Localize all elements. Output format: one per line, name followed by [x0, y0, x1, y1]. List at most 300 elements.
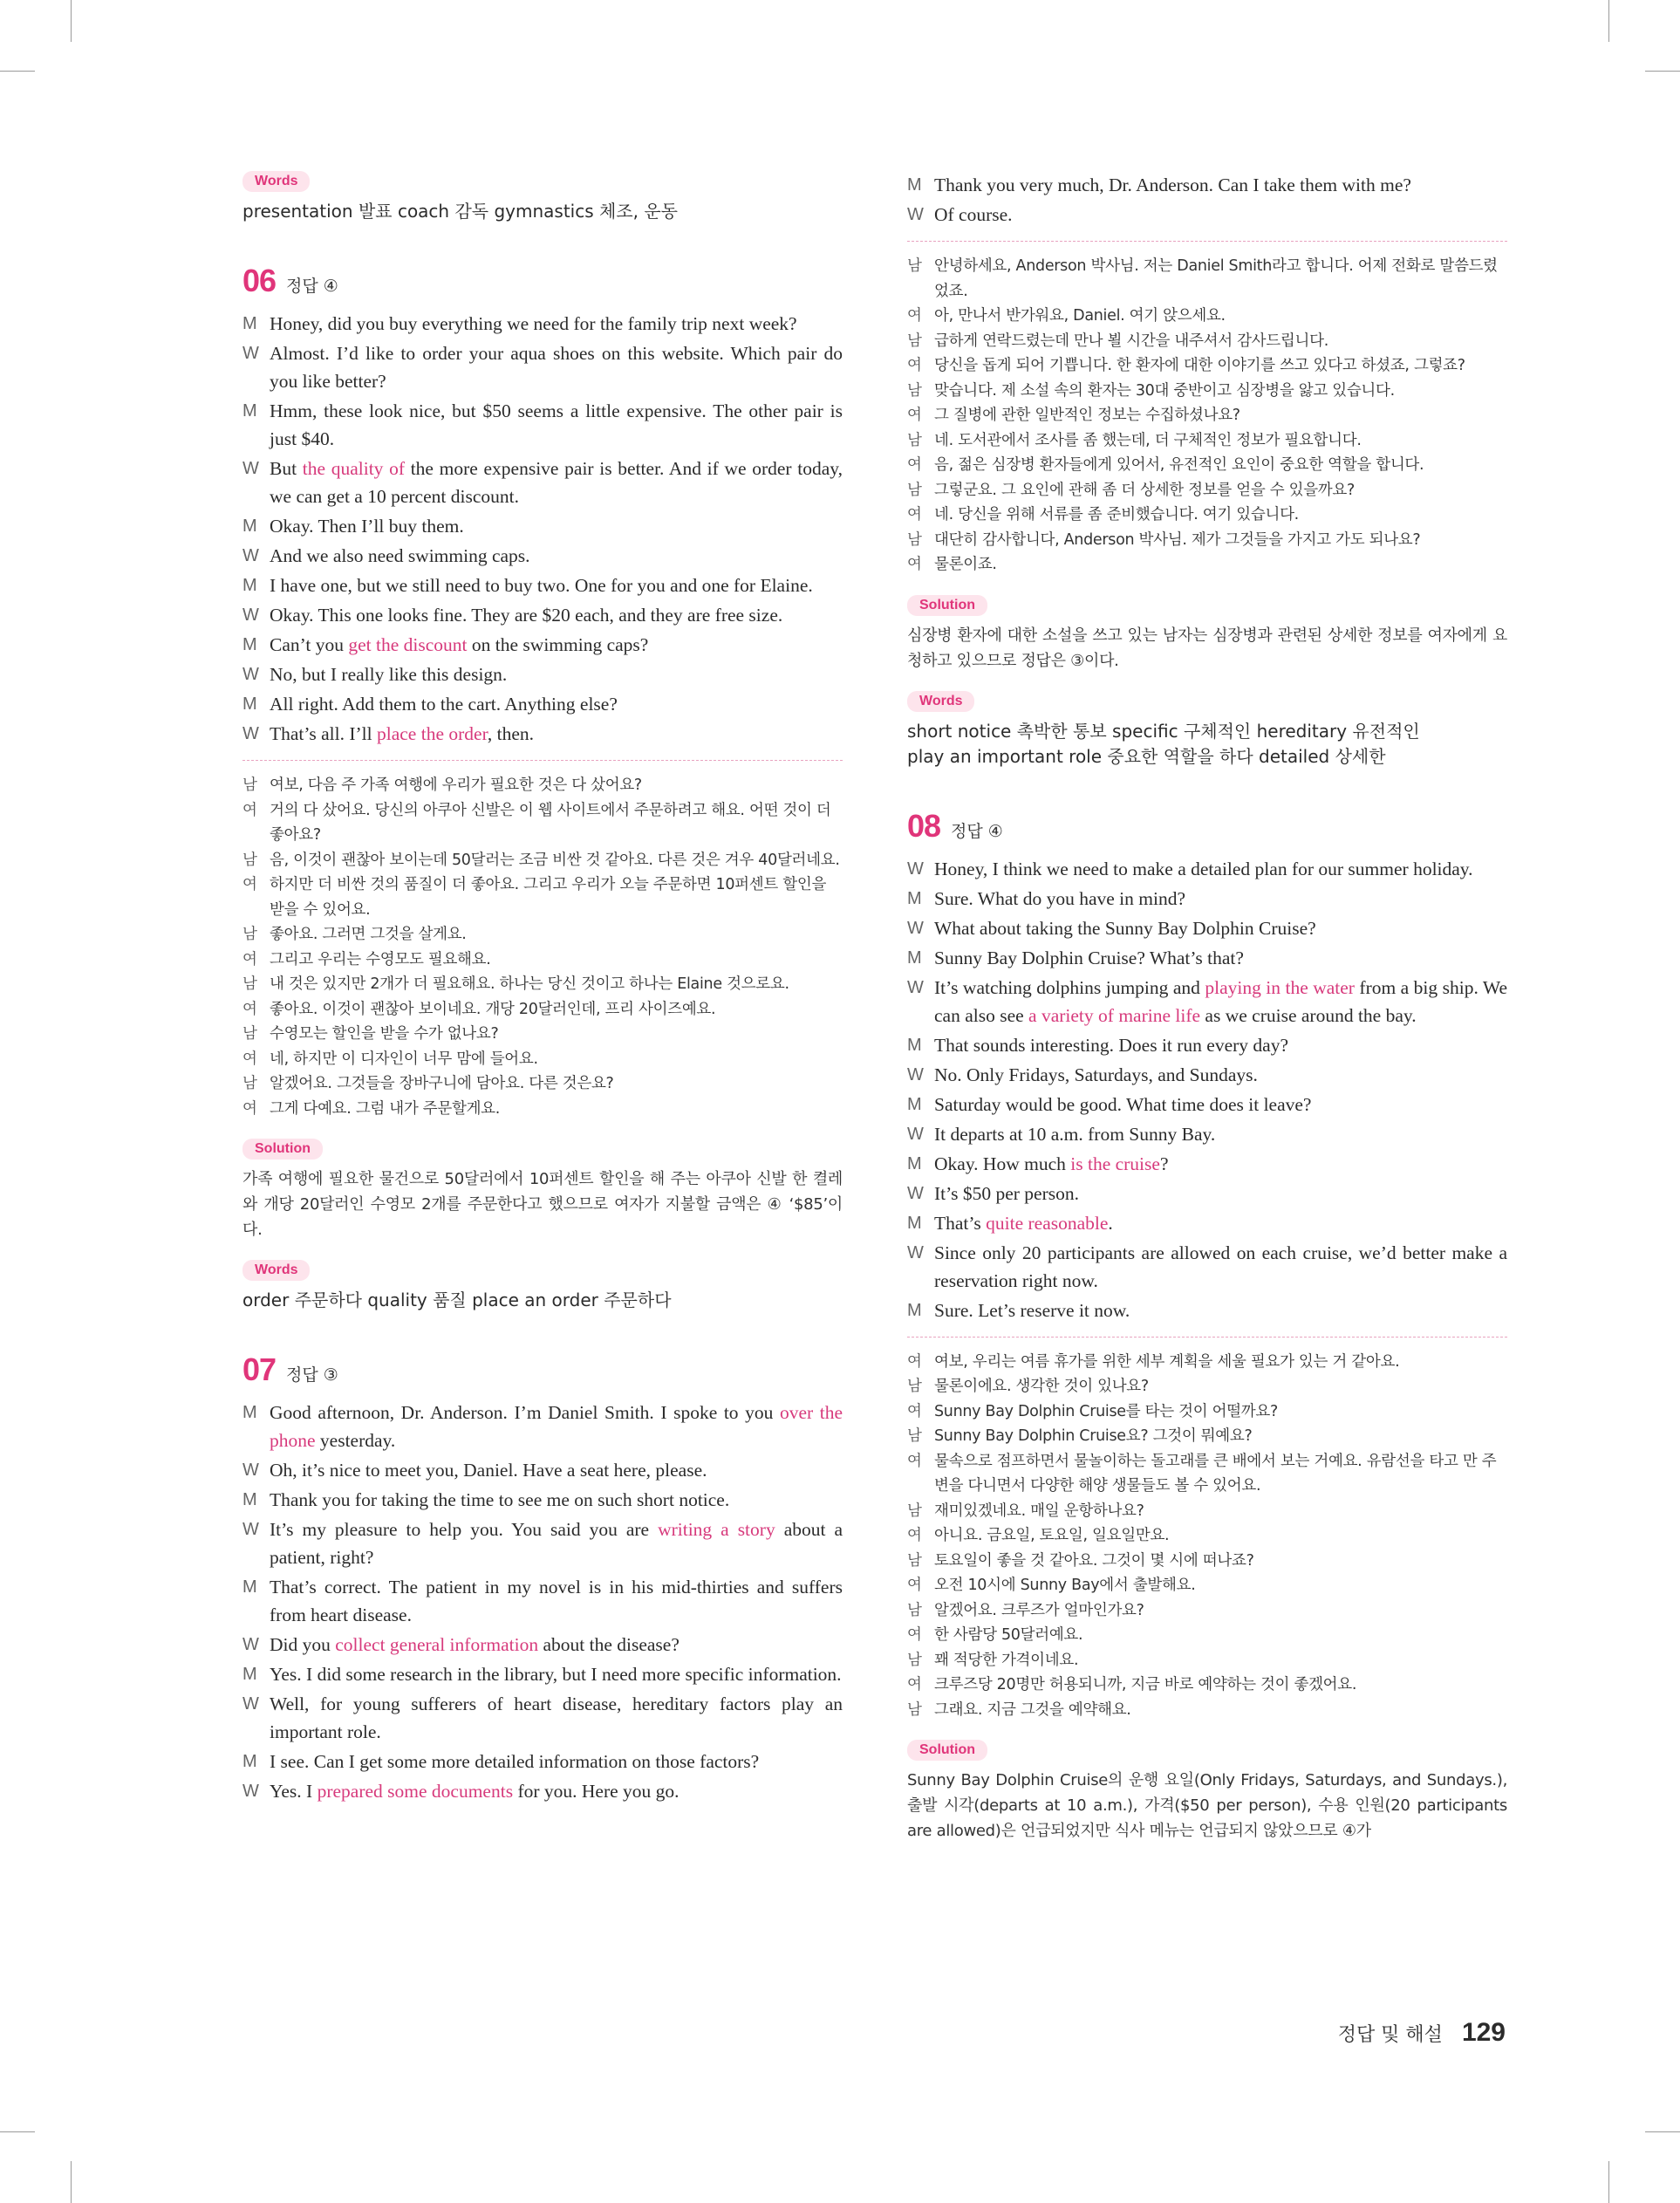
translation-text: 네, 하지만 이 디자인이 너무 맘에 들어요.: [270, 1050, 538, 1068]
words-box-top: [242, 171, 843, 224]
speaker-label: 여: [907, 456, 922, 474]
highlighted-phrase: the quality of: [302, 458, 406, 479]
translation-text: 그리고 우리는 수영모도 필요해요.: [270, 950, 491, 968]
dashed-divider: [907, 241, 1507, 242]
speaker-label: W: [242, 546, 259, 565]
translation-text: 거의 다 샀어요. 당신의 아쿠아 신발은 이 웹 사이트에서 주문하려고 해요. 어떤 것이 더 좋아요?: [270, 801, 831, 844]
speaker-label: M: [242, 1752, 257, 1771]
dialogue-line: [242, 512, 843, 540]
solution-text: 심장병 환자에 대한 소설을 쓰고 있는 남자는 심장병과 관련된 상세한 정보를 여자에게 요청하고 있으므로 정답은 ③이다.: [907, 626, 1507, 670]
translation-line: [907, 329, 1507, 354]
crop-mark: [1608, 0, 1609, 42]
speaker-label: 남: [242, 926, 257, 943]
highlighted-phrase: playing in the water: [1205, 976, 1355, 998]
dialogue-text: Okay. Then I’ll buy them.: [270, 516, 464, 537]
highlighted-phrase: get the discount: [348, 634, 468, 655]
translation-text: 물속으로 점프하면서 물놀이하는 돌고래를 큰 배에서 보는 거예요. 유람선을 타고 만 주변을 다니면서 다양한 해양 생물들도 볼 수 있어요.: [934, 1452, 1497, 1495]
dialogue-text: Yes. I did some research in the library, but I need more specific information.: [270, 1664, 842, 1685]
dialogue-text: Sure. Let’s reserve it now.: [934, 1299, 1130, 1321]
translation-text: 재미있겠네요. 매일 운항하나요?: [934, 1502, 1144, 1520]
section-08: [907, 808, 1507, 1844]
translation-text: 하지만 더 비싼 것의 품질이 더 좋아요. 그리고 우리가 오늘 주문하면 10퍼센트 할인을 받을 수 있어요.: [270, 876, 827, 919]
highlighted-phrase: over the phone: [270, 1402, 843, 1451]
crop-mark: [1645, 71, 1680, 72]
speaker-label: W: [242, 724, 259, 743]
speaker-label: 남: [907, 1551, 922, 1570]
dialogue-text: yesterday.: [315, 1430, 396, 1451]
dialogue-text: Thank you for taking the time to see me on such short notice.: [270, 1489, 730, 1510]
section-header: [242, 263, 843, 299]
dialogue-text: Can’t you: [270, 634, 349, 655]
speaker-label: 여: [907, 506, 922, 523]
section-number: 07: [242, 1351, 277, 1387]
dialogue-line: [242, 720, 843, 748]
translation-line: [242, 1071, 843, 1097]
dialogue-line: [907, 201, 1507, 229]
speaker-label: W: [907, 205, 924, 224]
dialogue-line: [242, 1690, 843, 1746]
dialogue-text: That sounds interesting. Does it run every day?: [934, 1034, 1289, 1056]
dialogue-text: Honey, did you buy everything we need for the family trip next week?: [270, 313, 797, 334]
dialogue-line: [907, 1180, 1507, 1208]
translation-text: 네. 도서관에서 조사를 좀 했는데, 더 구체적인 정보가 필요합니다.: [934, 431, 1362, 449]
speaker-label: W: [907, 1064, 924, 1084]
dialogue-line: [242, 1573, 843, 1629]
translation-line: [242, 1022, 843, 1047]
speaker-label: 남: [907, 1651, 922, 1669]
translation-text: 그게 다예요. 그럼 내가 주문할게요.: [270, 1099, 501, 1118]
words-tag: Words: [242, 1260, 310, 1281]
dialogue-line: [242, 690, 843, 718]
dialogue-text: the more expensive pair is better. And if we order today, we can get a 10 percent discount.: [270, 458, 843, 507]
speaker-label: M: [907, 1213, 922, 1233]
speaker-label: M: [242, 694, 257, 714]
dialogue-text: It’s my pleasure to help you. You said you are: [270, 1519, 659, 1540]
translation-line: [907, 1673, 1507, 1698]
dialogue-text: for you. Here you go.: [513, 1781, 680, 1802]
translation-text: 알겠어요. 크루즈가 얼마인가요?: [934, 1601, 1144, 1619]
translation-text: 그 질병에 관한 일반적인 정보는 수집하셨나요?: [934, 407, 1240, 424]
speaker-label: 여: [907, 307, 922, 325]
dialogue-text: And we also need swimming caps.: [270, 545, 530, 566]
translation-line: [907, 1449, 1507, 1499]
dialogue-text: Good afternoon, Dr. Anderson. I’m Daniel Smith. I spoke to you: [270, 1402, 780, 1423]
dialogue-text: Sunny Bay Dolphin Cruise? What’s that?: [934, 947, 1244, 968]
speaker-label: M: [907, 1153, 922, 1173]
section-header: [907, 808, 1507, 845]
dialogue-text: Okay. How much: [934, 1153, 1071, 1174]
dialogue-line: [907, 1091, 1507, 1119]
translation-text: 아니요. 금요일, 토요일, 일요일만요.: [934, 1527, 1170, 1544]
dialogue-line: [242, 1748, 843, 1775]
left-column: [242, 171, 843, 1807]
translation-text: 대단히 감사합니다, Anderson 박사님. 제가 그것들을 가지고 가도 되나요?: [934, 530, 1421, 549]
translation-text: 오전 10시에 Sunny Bay에서 출발해요.: [934, 1577, 1196, 1594]
speaker-label: 여: [242, 1050, 257, 1068]
speaker-label: 여: [907, 407, 922, 424]
answer-label: 정답 ③: [286, 1365, 338, 1385]
speaker-label: 남: [907, 1378, 922, 1395]
speaker-label: 여: [242, 950, 257, 968]
translation-line: [242, 997, 843, 1023]
translation-line: [907, 503, 1507, 528]
speaker-label: 여: [907, 1626, 922, 1644]
translation-line: [907, 552, 1507, 578]
dialogue-list: [907, 171, 1507, 229]
speaker-label: 남: [242, 851, 257, 869]
words-line: play an important role 중요한 역할을 하다 detailed 상세한: [907, 745, 1386, 767]
dialogue-text: No. Only Fridays, Saturdays, and Sundays.: [934, 1064, 1258, 1085]
dialogue-line: [907, 1239, 1507, 1295]
speaker-label: 여: [907, 1577, 922, 1594]
dialogue-text: Of course.: [934, 204, 1013, 225]
dialogue-text: Sure. What do you have in mind?: [934, 887, 1186, 909]
dialogue-text: Okay. This one looks fine. They are $20 each, and they are free size.: [270, 605, 783, 626]
speaker-label: M: [242, 517, 257, 536]
translation-text: 꽤 적당한 가격이네요.: [934, 1651, 1079, 1669]
translation-line: [907, 1623, 1507, 1648]
translation-line: [907, 1523, 1507, 1549]
speaker-label: 여: [907, 1452, 922, 1470]
translation-text: 당신을 돕게 되어 기쁩니다. 한 환자에 대한 이야기를 쓰고 있다고 하셨죠, 그렇죠?: [934, 357, 1465, 374]
words-text: presentation 발표 coach 감독 gymnastics 체조, 운동: [242, 201, 678, 222]
speaker-label: W: [242, 344, 259, 363]
translation-text: Sunny Bay Dolphin Cruise를 타는 것이 어떨까요?: [934, 1402, 1278, 1420]
speaker-label: 남: [242, 1075, 257, 1092]
dialogue-line: [242, 1486, 843, 1514]
dialogue-list: [242, 1399, 843, 1805]
speaker-label: W: [242, 605, 259, 625]
translation-text: 한 사람당 50달러예요.: [934, 1626, 1083, 1644]
dialogue-text: Saturday would be good. What time does it leave?: [934, 1093, 1312, 1115]
dialogue-line: [242, 1399, 843, 1454]
translation-line: [907, 453, 1507, 478]
speaker-label: 남: [242, 777, 257, 794]
speaker-label: 여: [907, 1676, 922, 1693]
dialogue-line: [907, 1031, 1507, 1059]
speaker-label: M: [242, 1577, 257, 1597]
speaker-label: 남: [907, 1700, 922, 1719]
speaker-label: 남: [907, 1502, 922, 1520]
translation-text: 물론이죠.: [934, 556, 997, 573]
speaker-label: M: [907, 1094, 922, 1114]
speaker-label: 남: [907, 257, 922, 275]
translation-line: [907, 403, 1507, 428]
translation-line: [907, 1648, 1507, 1673]
speaker-label: W: [907, 1242, 924, 1262]
speaker-label: 남: [242, 975, 257, 993]
dialogue-line: [242, 1660, 843, 1688]
dialogue-text: All right. Add them to the cart. Anything else?: [270, 694, 618, 715]
speaker-label: M: [907, 948, 922, 968]
crop-mark: [71, 2161, 72, 2203]
speaker-label: W: [907, 1124, 924, 1144]
solution-text: Sunny Bay Dolphin Cruise의 운행 요일(Only Fridays, Saturdays, and Sundays.), 출발 시각(departs at 10 a.m.), 가격($50 per person), 수용 인원(20 participants are allowed)은 언급되었지만 식사 메뉴는 언급되지 않았으므로 ④가: [907, 1771, 1507, 1840]
dialogue-text: Did you: [270, 1634, 336, 1655]
dialogue-line: [242, 601, 843, 629]
highlighted-phrase: quite reasonable: [986, 1212, 1109, 1234]
highlighted-phrase: a variety of marine life: [1028, 1004, 1201, 1026]
dialogue-text: But: [270, 458, 303, 479]
translation-line: [242, 922, 843, 948]
dialogue-line: [242, 660, 843, 688]
speaker-label: M: [242, 576, 257, 595]
translation-line: [242, 848, 843, 873]
dialogue-line: [907, 944, 1507, 972]
speaker-label: M: [907, 888, 922, 908]
translation-text: 내 것은 있지만 2개가 더 필요해요. 하나는 당신 것이고 하나는 Elaine 것으로요.: [270, 975, 789, 993]
translation-text: 음, 젊은 심장병 환자들에게 있어서, 유전적인 요인이 중요한 역할을 합니다.: [934, 456, 1424, 474]
translation-text: 음, 이것이 괜찮아 보이는데 50달러는 조금 비싼 것 같아요. 다른 것은 겨우 40달러네요.: [270, 851, 840, 869]
speaker-label: 여: [907, 1527, 922, 1544]
page-footer: [1338, 2018, 1506, 2048]
speaker-label: W: [242, 665, 259, 684]
dialogue-line: [242, 455, 843, 510]
dialogue-line: [242, 1631, 843, 1659]
words-tag: Words: [242, 171, 310, 192]
solution-tag: Solution: [907, 595, 987, 616]
dashed-divider: [242, 760, 843, 761]
translation-line: [907, 1698, 1507, 1723]
dialogue-line: [242, 542, 843, 570]
dialogue-list: [907, 855, 1507, 1324]
translation-text: 좋아요. 그러면 그것을 살게요.: [270, 926, 467, 943]
speaker-label: W: [242, 1520, 259, 1539]
crop-mark: [1608, 2161, 1609, 2203]
translation-line: [242, 872, 843, 922]
speaker-label: 남: [907, 332, 922, 350]
speaker-label: M: [242, 314, 257, 333]
speaker-label: 여: [242, 1099, 257, 1118]
dialogue-text: That’s: [934, 1212, 987, 1234]
solution-tag: Solution: [907, 1740, 987, 1761]
speaker-label: W: [242, 1694, 259, 1714]
dialogue-line: [907, 914, 1507, 942]
translation-line: [242, 972, 843, 997]
translation-line: [907, 254, 1507, 304]
speaker-label: 여: [907, 556, 922, 573]
translation-text: 알겠어요. 그것들을 장바구니에 담아요. 다른 것은요?: [270, 1075, 614, 1092]
translation-text: 수영모는 할인을 받을 수가 없나요?: [270, 1025, 499, 1043]
words-tag: Words: [907, 691, 974, 712]
translation-line: [907, 1598, 1507, 1624]
words-text: [907, 719, 1507, 770]
translation-line: [907, 428, 1507, 454]
speaker-label: 남: [242, 1025, 257, 1043]
dialogue-text: , then.: [487, 723, 535, 744]
speaker-label: M: [242, 1490, 257, 1509]
speaker-label: 남: [907, 481, 922, 499]
speaker-label: W: [242, 1461, 259, 1480]
speaker-label: 남: [907, 431, 922, 449]
section-07-continued: [907, 171, 1507, 770]
speaker-label: M: [907, 1300, 922, 1320]
section-number: 08: [907, 807, 941, 844]
korean-translation: [242, 773, 843, 1121]
footer-label: 정답 및 해설: [1337, 2024, 1443, 2046]
translation-text: 여보, 다음 주 가족 여행에 우리가 필요한 것은 다 샀어요?: [270, 777, 642, 794]
translation-text: 아, 만나서 반가워요, Daniel. 여기 앉으세요.: [934, 307, 1226, 325]
dialogue-text: Well, for young sufferers of heart disease, hereditary factors play an important role.: [270, 1693, 843, 1742]
section-header: [242, 1351, 843, 1388]
translation-text: 여보, 우리는 여름 휴가를 위한 세부 계획을 세울 필요가 있는 거 같아요.: [934, 1352, 1400, 1371]
speaker-label: W: [242, 1782, 259, 1801]
speaker-label: M: [242, 1665, 257, 1684]
translation-line: [242, 798, 843, 848]
crop-mark: [0, 2131, 35, 2132]
speaker-label: 남: [907, 1427, 922, 1445]
translation-line: [242, 1097, 843, 1122]
speaker-label: M: [907, 1035, 922, 1055]
translation-line: [242, 773, 843, 798]
dialogue-text: That’s all. I’ll: [270, 723, 377, 744]
dialogue-line: [242, 631, 843, 659]
dialogue-line: [242, 1456, 843, 1484]
speaker-label: 여: [907, 1352, 922, 1371]
speaker-label: 남: [907, 381, 922, 400]
solution-tag: Solution: [242, 1139, 323, 1160]
translation-text: 크루즈당 20명만 허용되니까, 지금 바로 예약하는 것이 좋겠어요.: [934, 1676, 1357, 1693]
translation-text: 좋아요. 이것이 괜찮아 보이네요. 개당 20달러인데, 프리 사이즈예요.: [270, 1000, 716, 1018]
translation-line: [907, 379, 1507, 404]
translation-text: 안녕하세요, Anderson 박사님. 저는 Daniel Smith라고 합니다. 어제 전화로 말씀드렸었죠.: [934, 257, 1498, 300]
dialogue-line: [242, 397, 843, 453]
translation-text: 그래요. 지금 그것을 예약해요.: [934, 1700, 1131, 1719]
speaker-label: M: [907, 175, 922, 195]
dialogue-text: That’s correct. The patient in my novel is in his mid-thirties and suffers from heart disease.: [270, 1577, 843, 1625]
dialogue-text: I see. Can I get some more detailed information on those factors?: [270, 1751, 760, 1772]
dialogue-text: It’s $50 per person.: [934, 1182, 1079, 1204]
speaker-label: 남: [907, 1601, 922, 1619]
highlighted-phrase: collect general information: [335, 1634, 539, 1655]
dialogue-text: ?: [1159, 1153, 1169, 1174]
translation-text: 그렇군요. 그 요인에 관해 좀 더 상세한 정보를 얻을 수 있을까요?: [934, 481, 1356, 499]
dialogue-line: [907, 855, 1507, 883]
dialogue-text: I have one, but we still need to buy two. One for you and one for Elaine.: [270, 575, 813, 596]
dialogue-line: [242, 310, 843, 338]
dialogue-text: Since only 20 participants are allowed on each cruise, we’d better make a reservation right now.: [934, 1242, 1507, 1291]
speaker-label: W: [907, 918, 924, 938]
speaker-label: W: [242, 1635, 259, 1654]
dialogue-text: about the disease?: [538, 1634, 680, 1655]
highlighted-phrase: prepared some documents: [317, 1781, 514, 1802]
translation-line: [242, 1047, 843, 1072]
translation-line: [907, 1350, 1507, 1375]
dialogue-text: about a patient, right?: [270, 1519, 843, 1568]
words-line: short notice 촉박한 통보 specific 구체적인 hereditary 유전적인: [907, 720, 1420, 742]
translation-line: [907, 528, 1507, 553]
speaker-label: 여: [242, 1000, 257, 1018]
dialogue-text: .: [1108, 1212, 1113, 1234]
dialogue-line: [907, 1296, 1507, 1324]
translation-line: [907, 304, 1507, 329]
crop-mark: [0, 71, 35, 72]
dialogue-line: [907, 1061, 1507, 1089]
dialogue-line: [907, 171, 1507, 199]
highlighted-phrase: writing a story: [658, 1519, 775, 1540]
section-06: [242, 263, 843, 1313]
dialogue-text: Yes. I: [270, 1781, 318, 1802]
dialogue-text: No, but I really like this design.: [270, 664, 508, 685]
dialogue-text: Almost. I’d like to order your aqua shoes on this website. Which pair do you like better?: [270, 343, 843, 392]
translation-text: 물론이에요. 생각한 것이 있나요?: [934, 1378, 1149, 1395]
translation-text: Sunny Bay Dolphin Cruise요? 그것이 뭐예요?: [934, 1427, 1253, 1445]
translation-line: [907, 1573, 1507, 1598]
translation-line: [907, 478, 1507, 503]
dialogue-line: [907, 1150, 1507, 1178]
translation-text: 토요일이 좋을 것 같아요. 그것이 몇 시에 떠나죠?: [934, 1551, 1254, 1570]
section-number: 06: [242, 263, 277, 298]
translation-line: [907, 353, 1507, 379]
speaker-label: 남: [907, 530, 922, 549]
dialogue-text: as we cruise around the bay.: [1200, 1004, 1417, 1026]
crop-mark: [1645, 2131, 1680, 2132]
speaker-label: W: [907, 859, 924, 879]
dialogue-line: [242, 1515, 843, 1571]
speaker-label: M: [242, 401, 257, 421]
translation-text: 네. 당신을 위해 서류를 좀 준비했습니다. 여기 있습니다.: [934, 506, 1299, 523]
korean-translation: [907, 1350, 1507, 1723]
speaker-label: W: [907, 1183, 924, 1203]
translation-text: 맞습니다. 제 소설 속의 환자는 30대 중반이고 심장병을 앓고 있습니다.: [934, 381, 1395, 400]
dialogue-line: [242, 571, 843, 599]
dashed-divider: [907, 1337, 1507, 1338]
dialogue-list: [242, 310, 843, 748]
dialogue-line: [907, 885, 1507, 913]
dialogue-text: from a big ship. We can also see: [934, 976, 1508, 1026]
dialogue-line: [907, 1209, 1507, 1237]
speaker-label: M: [242, 635, 257, 654]
translation-line: [907, 1374, 1507, 1399]
page-number: 129: [1461, 2018, 1506, 2047]
translation-line: [907, 1499, 1507, 1524]
translation-line: [242, 948, 843, 973]
dialogue-text: It departs at 10 a.m. from Sunny Bay.: [934, 1123, 1216, 1145]
translation-line: [907, 1424, 1507, 1449]
dialogue-text: It’s watching dolphins jumping and: [934, 976, 1205, 998]
crop-mark: [71, 0, 72, 42]
dialogue-line: [242, 339, 843, 395]
translation-line: [907, 1399, 1507, 1425]
right-column: [907, 171, 1507, 1844]
answer-label: 정답 ④: [286, 277, 338, 296]
translation-text: 급하게 연락드렸는데 만나 뵐 시간을 내주셔서 감사드립니다.: [934, 332, 1328, 350]
words-text: order 주문하다 quality 품질 place an order 주문하다: [242, 1290, 672, 1310]
translation-line: [907, 1549, 1507, 1574]
speaker-label: W: [242, 459, 259, 478]
section-07: [242, 1351, 843, 1805]
highlighted-phrase: place the order: [377, 723, 488, 744]
korean-translation: [907, 254, 1507, 578]
speaker-label: M: [242, 1403, 257, 1422]
dialogue-text: Thank you very much, Dr. Anderson. Can I take them with me?: [934, 174, 1411, 195]
solution-text: 가족 여행에 필요한 물건으로 50달러에서 10퍼센트 할인을 해 주는 아쿠아 신발 한 켤레와 개당 20달러인 수영모 2개를 주문한다고 했으므로 여자가 지불할 금액은 ④ ‘$85’이다.: [242, 1170, 843, 1239]
dialogue-text: What about taking the Sunny Bay Dolphin Cruise?: [934, 917, 1316, 939]
dialogue-text: Hmm, these look nice, but $50 seems a little expensive. The other pair is just $40.: [270, 400, 843, 449]
speaker-label: W: [907, 977, 924, 997]
speaker-label: 여: [242, 876, 257, 893]
dialogue-line: [907, 1120, 1507, 1148]
dialogue-text: Oh, it’s nice to meet you, Daniel. Have a seat here, please.: [270, 1460, 707, 1481]
highlighted-phrase: is the cruise: [1070, 1153, 1160, 1174]
dialogue-line: [242, 1777, 843, 1805]
speaker-label: 여: [907, 1402, 922, 1420]
answer-label: 정답 ④: [951, 821, 1003, 841]
dialogue-line: [907, 974, 1507, 1030]
speaker-label: 여: [242, 801, 257, 819]
dialogue-text: Honey, I think we need to make a detailed plan for our summer holiday.: [934, 858, 1473, 879]
dialogue-text: on the swimming caps?: [467, 634, 649, 655]
